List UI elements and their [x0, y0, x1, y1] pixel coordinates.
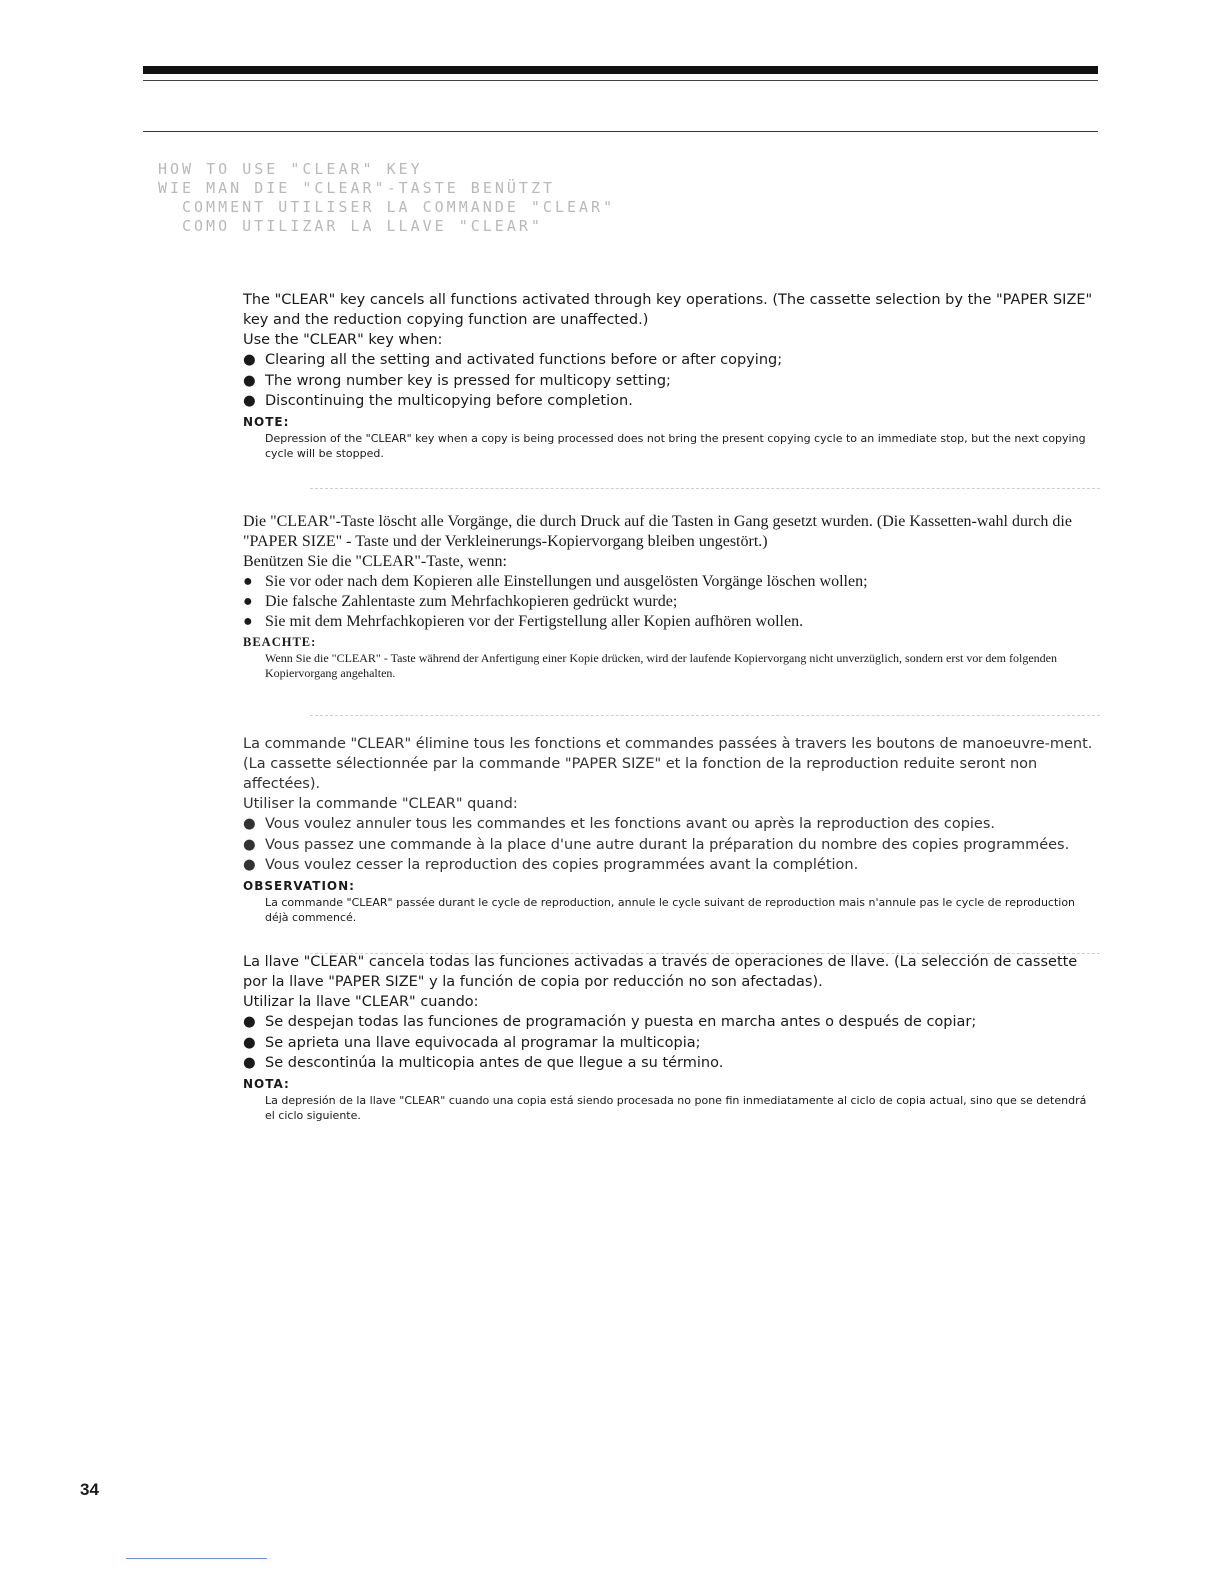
bullet-icon: ●: [243, 816, 256, 832]
section-divider: [310, 488, 1100, 491]
german-use-when: Benützen Sie die "CLEAR"-Taste, wenn:: [243, 553, 507, 570]
english-intro: The "CLEAR" key cancels all functions activated through key operations. (The cassette selection by the "PAPER SIZE" key and the reduction copying function are unaffected.): [243, 292, 1093, 328]
spanish-bullet-list: [243, 1012, 1099, 1074]
french-note-text: La commande "CLEAR" passée durant le cycle de reproduction, annule le cycle suivant de reproduction mais n'annule pas le cycle de reproduction déjà commencé.: [265, 895, 1076, 924]
bullet-icon: ●: [243, 1034, 256, 1051]
spanish-note-text: La depresión de la llave "CLEAR" cuando una copia está siendo procesada no pone fin inmediatamente al ciclo de copia actual, sino que se detendrá el ciclo siguiente.: [265, 1093, 1087, 1122]
english-note-label: NOTE:: [243, 414, 290, 429]
heading-line-de: WIE MAN DIE "CLEAR"-TASTE BENÜTZT: [158, 179, 556, 197]
section-german: [243, 512, 1099, 681]
bullet-icon: ●: [243, 372, 256, 389]
list-item: ● Sie mit dem Mehrfachkopieren vor der Fertigstellung aller Kopien aufhören wollen.: [243, 613, 804, 630]
spanish-note-label: NOTA:: [243, 1076, 290, 1091]
list-item: ● Clearing all the setting and activated functions before or after copying;: [243, 350, 1099, 371]
top-thin-rule: [143, 80, 1098, 81]
list-item: ● Se descontinúa la multicopia antes de que llegue a su término.: [243, 1053, 1099, 1074]
bullet-icon: ●: [243, 573, 253, 590]
german-note-text: Wenn Sie die "CLEAR" - Taste während der Anfertigung einer Kopie drücken, wird der laufende Kopiervorgang nicht unverzüglich, sondern erst vor dem folgenden Kopiervorgang angehalten.: [265, 651, 1057, 680]
bullet-icon: ●: [243, 393, 256, 409]
english-note-text: Depression of the "CLEAR" key when a copy is being processed does not bring the present copying cycle to an immediate stop, but the next copying cycle will be stopped.: [265, 431, 1086, 460]
list-item: ● Die falsche Zahlentaste zum Mehrfachkopieren gedrückt wurde;: [243, 593, 678, 610]
header-bottom-rule: [143, 131, 1098, 132]
list-item: ● Vous voulez cesser la reproduction des copies programmées avant la complétion.: [243, 855, 1099, 876]
list-item: ● Se despejan todas las funciones de programación y puesta en marcha antes o después de copiar;: [243, 1012, 1099, 1033]
section-french: [243, 734, 1099, 925]
list-item: ● Se aprieta una llave equivocada al programar la multicopia;: [243, 1033, 1099, 1054]
section-spanish: [243, 952, 1099, 1123]
bullet-icon: ●: [243, 1014, 256, 1030]
list-item: ● Sie vor oder nach dem Kopieren alle Einstellungen und ausgelösten Vorgänge löschen wollen;: [243, 573, 868, 590]
french-bullet-list: [243, 814, 1099, 876]
top-thick-rule: [143, 66, 1098, 74]
list-item: ● Vous passez une commande à la place d'une autre durant la préparation du nombre des copies programmées.: [243, 835, 1099, 856]
section-divider: [310, 715, 1100, 718]
list-item: ● Vous voulez annuler tous les commandes et les fonctions avant ou après la reproduction des copies.: [243, 814, 1099, 835]
bullet-icon: ●: [243, 1055, 256, 1071]
section-heading: [158, 160, 628, 236]
bullet-icon: ●: [243, 593, 253, 610]
list-item: ● Discontinuing the multicopying before completion.: [243, 391, 1099, 412]
bullet-icon: ●: [243, 352, 256, 368]
bullet-icon: ●: [243, 857, 256, 873]
spanish-use-when: Utilizar la llave "CLEAR" cuando:: [243, 994, 479, 1010]
german-intro: Die "CLEAR"-Taste löscht alle Vorgänge, die durch Druck auf die Tasten in Gang gesetzt wurden. (Die Kassetten-wahl durch die "PAPER SIZE" - Taste und der Verkleinerungs-Kopiervorgang bleiben ungestört.): [243, 513, 1072, 550]
list-item: ● The wrong number key is pressed for multicopy setting;: [243, 371, 1099, 392]
german-note-label: BEACHTE:: [243, 635, 317, 649]
spanish-intro: La llave "CLEAR" cancela todas las funciones activadas a través de operaciones de llave. (La selección de cassette por la llave "PAPER SIZE" y la función de copia por reducción no son afectadas).: [243, 954, 1078, 990]
english-bullet-list: [243, 350, 1099, 412]
german-bullet-list: [243, 572, 1099, 632]
english-use-when: Use the "CLEAR" key when:: [243, 332, 443, 348]
french-use-when: Utiliser la commande "CLEAR" quand:: [243, 796, 518, 812]
bottom-scan-line: [126, 1558, 267, 1559]
section-english: [243, 290, 1099, 461]
french-note-label: OBSERVATION:: [243, 878, 355, 893]
page-number: 34: [80, 1480, 99, 1499]
heading-line-fr: COMMENT UTILISER LA COMMANDE "CLEAR": [182, 198, 616, 216]
bullet-icon: ●: [243, 836, 256, 853]
french-intro: La commande "CLEAR" élimine tous les fonctions et commandes passées à travers les boutons de manoeuvre-ment. (La cassette sélectionnée par la commande "PAPER SIZE" et la fonction de la reproduction reduite seront non affectées).: [243, 736, 1093, 792]
heading-line-en: HOW TO USE "CLEAR" KEY: [158, 160, 423, 178]
bullet-icon: ●: [243, 613, 253, 630]
heading-line-es: COMO UTILIZAR LA LLAVE "CLEAR": [182, 217, 543, 235]
